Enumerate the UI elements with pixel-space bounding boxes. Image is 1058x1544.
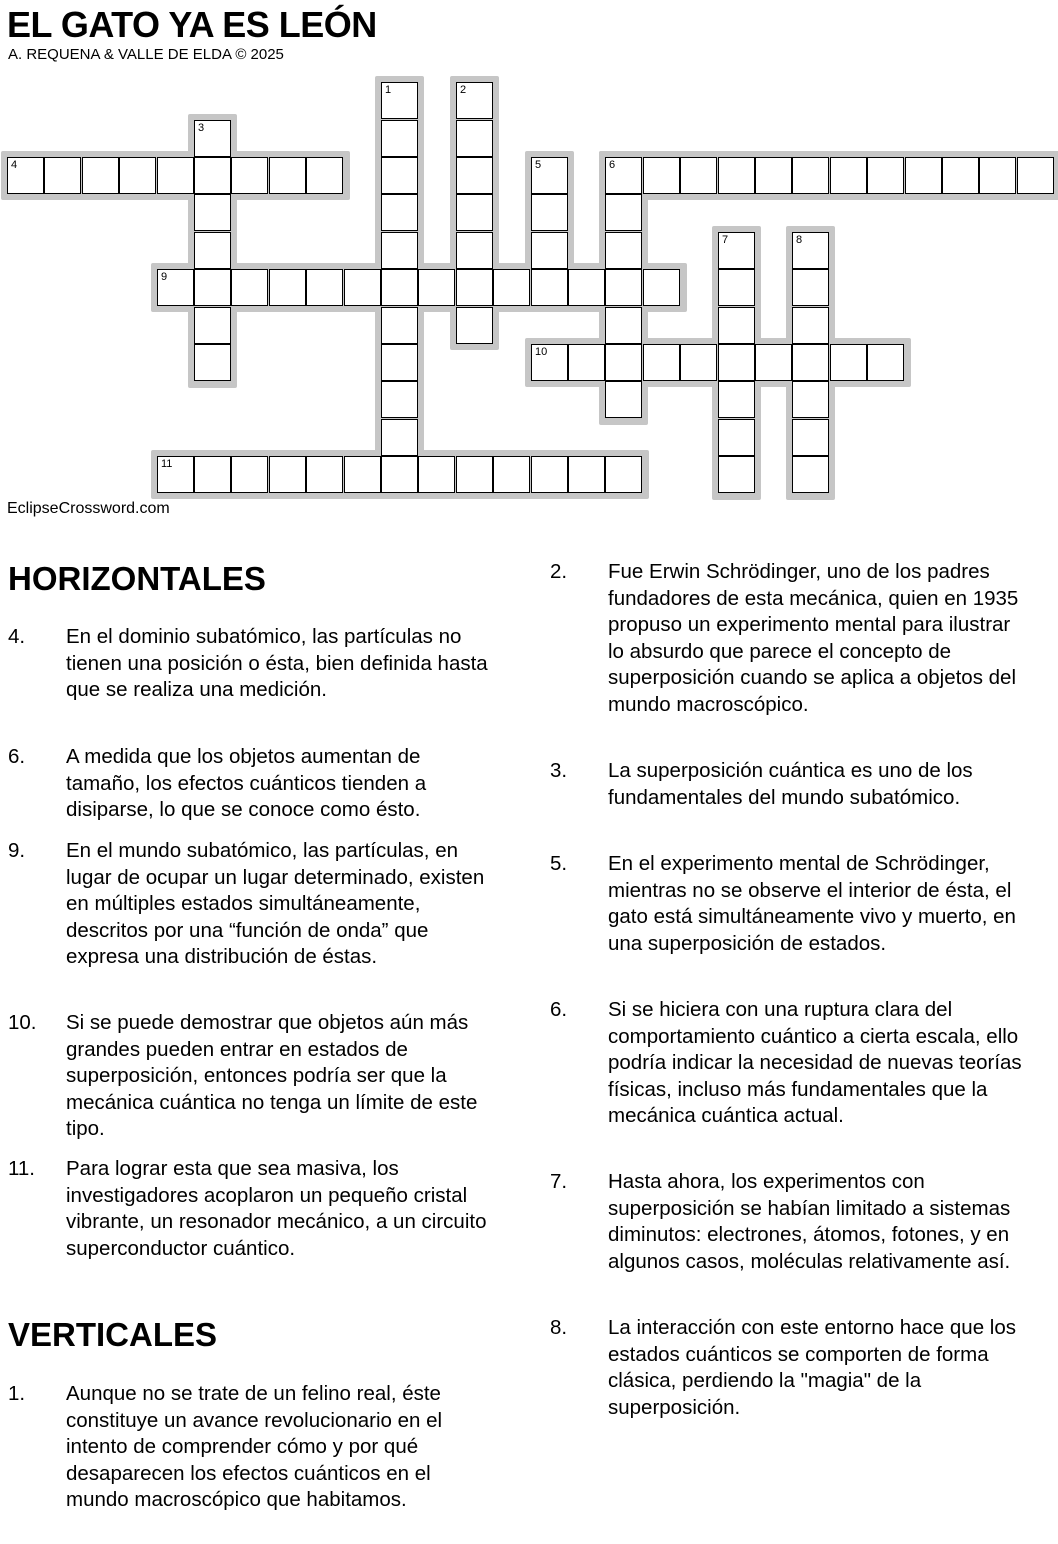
cell-number: 7 xyxy=(722,234,729,246)
across-clue xyxy=(8,1010,496,1143)
grid-cell[interactable] xyxy=(456,232,493,269)
clue-text: La interacción con este entorno hace que los estados cuánticos se comporten de forma clásica, perdiendo la "magia" de la superposición. xyxy=(608,1316,1016,1419)
grid-cell[interactable] xyxy=(381,157,418,194)
grid-cell[interactable] xyxy=(643,269,680,306)
cell-number: 1 xyxy=(385,84,392,96)
clue-text: En el mundo subatómico, las partículas, en lugar de ocupar un lugar determinado, existen en múltiples estados simultáneamente, descritos por una “función de onda” que expresa una distribución de éstas. xyxy=(66,839,485,968)
grid-cell[interactable] xyxy=(381,82,418,119)
clue-number: 6. xyxy=(550,998,568,1021)
grid-cell[interactable] xyxy=(792,232,829,269)
grid-cell[interactable] xyxy=(792,307,829,344)
across-clue xyxy=(8,624,496,704)
grid-cell[interactable] xyxy=(456,269,493,306)
cell-number: 5 xyxy=(535,159,542,171)
clue-text: Si se hiciera con una ruptura clara del comportamiento cuántico a cierta escala, ello podría indicar la necesidad de nuevas teorías físicas, incluso más fundamentales que la mecánica cuántica actual. xyxy=(608,998,1022,1127)
grid-cell[interactable] xyxy=(44,157,81,194)
clue-text: A medida que los objetos aumentan de tamaño, los efectos cuánticos tienden a disiparse, lo que se conoce como ésto. xyxy=(66,745,427,821)
grid-cell[interactable] xyxy=(157,269,194,306)
crossword-grid xyxy=(0,0,1058,505)
grid-cell[interactable] xyxy=(269,157,306,194)
cell-number: 10 xyxy=(535,346,548,358)
grid-cell[interactable] xyxy=(605,269,642,306)
grid-cell[interactable] xyxy=(568,269,605,306)
grid-cell[interactable] xyxy=(718,381,755,418)
grid-cell[interactable] xyxy=(119,157,156,194)
clue-number: 5. xyxy=(550,852,568,875)
grid-cell[interactable] xyxy=(381,344,418,381)
grid-cell[interactable] xyxy=(718,419,755,456)
grid-cell[interactable] xyxy=(605,381,642,418)
grid-cell[interactable] xyxy=(493,269,530,306)
clue-text: En el experimento mental de Schrödinger, mientras no se observe el interior de ésta, el gato está simultáneamente vivo y muerto, en una superposición de estados. xyxy=(608,852,1016,955)
cell-number: 6 xyxy=(609,159,616,171)
down-clue xyxy=(550,1315,1026,1421)
clue-number: 9. xyxy=(8,839,26,862)
grid-cell[interactable] xyxy=(531,157,568,194)
grid-cell[interactable] xyxy=(792,157,829,194)
grid-cell[interactable] xyxy=(568,456,605,493)
clue-number: 11. xyxy=(8,1157,35,1180)
grid-cell[interactable] xyxy=(792,456,829,493)
cell-number: 8 xyxy=(796,234,803,246)
grid-cell[interactable] xyxy=(605,456,642,493)
grid-cell[interactable] xyxy=(718,456,755,493)
clue-text: Hasta ahora, los experimentos con superposición se habían limitado a sistemas diminutos: electrones, átomos, fotones, y en algunos casos, moléculas relativamente así. xyxy=(608,1170,1011,1273)
across-clue xyxy=(8,1156,496,1262)
down-clue xyxy=(8,1381,496,1514)
grid-cell[interactable] xyxy=(755,344,792,381)
grid-cell[interactable] xyxy=(1017,157,1054,194)
down-clue xyxy=(550,1169,1026,1275)
grid-cell[interactable] xyxy=(456,120,493,157)
clue-text: La superposición cuántica es uno de los fundamentales del mundo subatómico. xyxy=(608,759,973,809)
clue-number: 4. xyxy=(8,625,26,648)
grid-cell[interactable] xyxy=(456,307,493,344)
grid-cell[interactable] xyxy=(718,232,755,269)
grid-cell[interactable] xyxy=(867,344,904,381)
grid-cell[interactable] xyxy=(194,456,231,493)
grid-cell[interactable] xyxy=(493,456,530,493)
grid-cell[interactable] xyxy=(194,232,231,269)
grid-cell[interactable] xyxy=(718,307,755,344)
grid-cell[interactable] xyxy=(643,157,680,194)
grid-cell[interactable] xyxy=(7,157,44,194)
grid-cell[interactable] xyxy=(157,157,194,194)
grid-cell[interactable] xyxy=(194,120,231,157)
grid-cell[interactable] xyxy=(942,157,979,194)
grid-cell[interactable] xyxy=(531,232,568,269)
clue-number: 6. xyxy=(8,745,26,768)
clue-number: 8. xyxy=(550,1316,568,1339)
grid-cell[interactable] xyxy=(381,456,418,493)
grid-cell[interactable] xyxy=(418,269,455,306)
grid-cell[interactable] xyxy=(718,344,755,381)
clue-text: Aunque no se trate de un felino real, éste constituye un avance revolucionario en el intento de comprender cómo y por qué desaparecen los efectos cuánticos en el mundo macroscópico que habitamos. xyxy=(66,1382,443,1511)
grid-cell[interactable] xyxy=(680,157,717,194)
down-clue xyxy=(550,758,1026,811)
cell-number: 4 xyxy=(11,159,18,171)
grid-cell[interactable] xyxy=(531,456,568,493)
grid-cell[interactable] xyxy=(82,157,119,194)
cell-number: 11 xyxy=(161,458,173,470)
grid-cell[interactable] xyxy=(605,157,642,194)
grid-cell[interactable] xyxy=(755,157,792,194)
cell-number: 3 xyxy=(198,122,205,134)
grid-cell[interactable] xyxy=(306,157,343,194)
grid-cell[interactable] xyxy=(194,307,231,344)
clue-number: 2. xyxy=(550,560,568,583)
grid-cell[interactable] xyxy=(344,269,381,306)
grid-cell[interactable] xyxy=(381,381,418,418)
grid-cell[interactable] xyxy=(605,307,642,344)
puzzle-title: EL GATO YA ES LEÓN xyxy=(7,4,377,45)
grid-cell[interactable] xyxy=(792,381,829,418)
grid-cell[interactable] xyxy=(531,194,568,231)
grid-cell[interactable] xyxy=(381,120,418,157)
grid-cell[interactable] xyxy=(792,344,829,381)
grid-cell[interactable] xyxy=(979,157,1016,194)
grid-cell[interactable] xyxy=(531,344,568,381)
grid-cell[interactable] xyxy=(381,419,418,456)
grid-cell[interactable] xyxy=(231,157,268,194)
grid-cell[interactable] xyxy=(157,456,194,493)
grid-cell[interactable] xyxy=(344,456,381,493)
grid-cell[interactable] xyxy=(456,456,493,493)
clue-number: 10. xyxy=(8,1011,37,1034)
grid-cell[interactable] xyxy=(269,456,306,493)
grid-cell[interactable] xyxy=(306,456,343,493)
grid-cell[interactable] xyxy=(643,344,680,381)
grid-cell[interactable] xyxy=(381,307,418,344)
grid-cell[interactable] xyxy=(194,269,231,306)
cell-number: 2 xyxy=(460,84,467,96)
cell-number: 9 xyxy=(161,271,168,283)
across-heading: HORIZONTALES xyxy=(8,560,266,597)
across-clue xyxy=(8,744,496,824)
grid-cell[interactable] xyxy=(792,419,829,456)
clue-number: 1. xyxy=(8,1382,26,1405)
down-clue xyxy=(550,851,1026,957)
down-heading: VERTICALES xyxy=(8,1316,218,1353)
grid-cell[interactable] xyxy=(194,157,231,194)
grid-cell[interactable] xyxy=(306,269,343,306)
grid-cell[interactable] xyxy=(418,456,455,493)
clue-text: Para lograr esta que sea masiva, los investigadores acoplaron un pequeño cristal vibrante, un resonador mecánico, a un circuito superconductor cuántico. xyxy=(66,1157,487,1260)
grid-cell[interactable] xyxy=(568,344,605,381)
grid-cell[interactable] xyxy=(605,194,642,231)
clue-text: En el dominio subatómico, las partículas no tienen una posición o ésta, bien definida hasta que se realiza una medición. xyxy=(66,625,488,701)
grid-cell[interactable] xyxy=(830,157,867,194)
down-clue xyxy=(550,997,1026,1130)
grid-cell[interactable] xyxy=(231,456,268,493)
grid-cell[interactable] xyxy=(194,344,231,381)
clue-number: 7. xyxy=(550,1170,568,1193)
grid-cell[interactable] xyxy=(792,269,829,306)
grid-cell[interactable] xyxy=(531,269,568,306)
clue-text: Si se puede demostrar que objetos aún más grandes pueden entrar en estados de superposición, entonces podría ser que la mecánica cuántica no tenga un límite de este tipo. xyxy=(66,1011,478,1140)
grid-cell[interactable] xyxy=(830,344,867,381)
across-clue xyxy=(8,838,496,971)
grid-cell[interactable] xyxy=(194,194,231,231)
grid-cell[interactable] xyxy=(718,269,755,306)
grid-cell[interactable] xyxy=(680,344,717,381)
grid-cell[interactable] xyxy=(605,344,642,381)
grid-cell[interactable] xyxy=(231,269,268,306)
grid-cell[interactable] xyxy=(456,82,493,119)
grid-cell[interactable] xyxy=(381,232,418,269)
puzzle-author: A. REQUENA & VALLE DE ELDA © 2025 xyxy=(8,46,284,63)
clue-text: Fue Erwin Schrödinger, uno de los padres fundadores de esta mecánica, quien en 1935 propuso un experimento mental para ilustrar lo absurdo que parece el concepto de superposición cuando se aplica a objetos del mundo macroscópico. xyxy=(608,560,1019,716)
grid-cell[interactable] xyxy=(718,157,755,194)
grid-cell[interactable] xyxy=(867,157,904,194)
grid-cell[interactable] xyxy=(905,157,942,194)
clue-number: 3. xyxy=(550,759,568,782)
grid-cell[interactable] xyxy=(269,269,306,306)
grid-cell[interactable] xyxy=(381,194,418,231)
grid-cell[interactable] xyxy=(605,232,642,269)
down-clue xyxy=(550,559,1026,718)
grid-cell[interactable] xyxy=(456,194,493,231)
site-credit: EclipseCrossword.com xyxy=(7,500,170,517)
grid-cell[interactable] xyxy=(456,157,493,194)
grid-cell[interactable] xyxy=(381,269,418,306)
